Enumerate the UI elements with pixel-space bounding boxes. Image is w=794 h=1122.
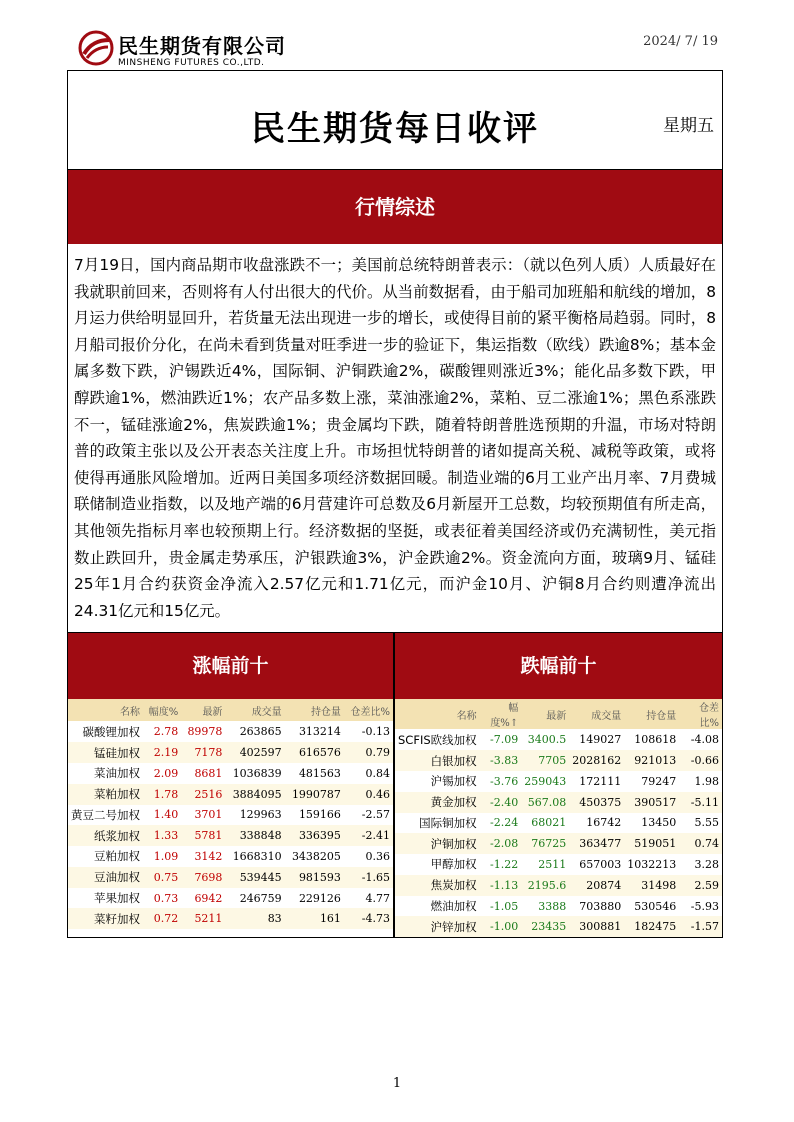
cell-price: 3400.5 [527, 733, 567, 747]
cell-oi-chg: 4.77 [365, 891, 390, 905]
table-row [68, 867, 393, 888]
cell-pct: 0.73 [153, 891, 179, 905]
cell-name: 国际铜加权 [419, 815, 477, 830]
cell-oi-chg: -1.57 [679, 916, 722, 937]
cell-pct: -2.24 [489, 816, 519, 830]
cell-name: 焦炭加权 [395, 875, 480, 896]
cell-pct: 1.09 [153, 849, 179, 863]
cell-pct: -1.22 [489, 857, 519, 871]
table-row [68, 742, 393, 763]
company-name-en: MINSHENG FUTURES CO.,LTD. [118, 58, 265, 68]
cell-oi: 159166 [298, 808, 341, 822]
cell-volume: 402597 [225, 742, 284, 763]
cell-name: 黄豆二号加权 [71, 807, 140, 822]
cell-volume: 363477 [569, 833, 624, 854]
cell-volume: 246759 [239, 891, 282, 905]
col-oi-chg: 仓差比% [679, 699, 722, 729]
cell-oi-chg: 3.28 [694, 857, 719, 871]
company-name-cn: 民生期货有限公司 [118, 34, 286, 58]
col-volume: 成交量 [569, 699, 624, 729]
cell-pct: -3.76 [489, 774, 519, 788]
table-row [395, 729, 722, 750]
losers-title: 跌幅前十 [395, 633, 722, 699]
cell-oi-chg: -1.65 [344, 867, 393, 888]
table-row [395, 854, 722, 875]
cell-price: 3701 [194, 808, 223, 822]
col-price: 最新 [521, 699, 569, 729]
market-summary: 7月19日，国内商品期市收盘涨跌不一；美国前总统特朗普表示：（就以色列人质）人质最好在我就职前回来，否则将有人付出很大的代价。从当前数据看，由于船司加班船和航线的增加，8月运力供给明显回升，若货量无法出现进一步的增长，或使得目前的紧平衡格局趋弱。同时，8月船司报价分化，在尚未看到货量对旺季进一步的验证下，集运指数（欧线）跌逾8%；基本金属多数下跌，沪锡跌近4%，国际铜、沪铜跌逾2%，碳酸锂则涨近3%；能化品多数下跌，甲醇跌逾1%，燃油跌近1%；农产品多数上涨，菜油涨逾2%，菜粕、豆二涨逾1%；黑色系涨跌不一，锰硅涨逾2%，焦炭跌逾1%；贵金属均下跌，随着特朗普胜选预期的升温，市场对特朗普的政策主张以及公开表态关注度上升。市场担忧特朗普的诸如提高关税、减税等政策，或将使得再通胀风险增加。近两日美国多项经济数据回暖。制造业端的6月工业产出月率、7月费城联储制造业指数，以及地产端的6月营建许可总数及6月新屋开工总数，均较预期值有所走高，其他领先指标月率也较预期上行。经济数据的坚挺，或表征着美国经济或仍充满韧性，美元指数止跌回升，贵金属走势承压，沪银跌逾3%，沪金跌逾2%。资金流向方面，玻璃9月、锰硅25年1月合约获资金净流入2.57亿元和1.71亿元，而沪金10月、沪铜8月合约则遭净流出24.31亿元和15亿元。 [68, 244, 722, 633]
cell-oi-chg: 0.84 [365, 766, 390, 780]
title-row [68, 71, 722, 170]
cell-volume: 263865 [239, 725, 282, 739]
cell-price: 259043 [524, 774, 567, 788]
cell-volume: 149027 [579, 733, 622, 747]
table-row [68, 888, 393, 909]
cell-oi: 390517 [624, 792, 679, 813]
cell-pct: 1.33 [143, 825, 181, 846]
losers-panel [395, 633, 722, 937]
cell-oi: 1990787 [285, 784, 344, 805]
cell-volume: 1036839 [232, 766, 282, 780]
cell-name: 豆粕加权 [94, 849, 140, 864]
cell-name: 苹果加权 [94, 891, 140, 906]
report-frame [67, 70, 723, 938]
cell-oi-chg: -2.41 [344, 825, 393, 846]
cell-oi: 1032213 [627, 857, 677, 871]
cell-name: 沪锌加权 [395, 916, 480, 937]
cell-name: 沪锡加权 [430, 774, 477, 789]
report-weekday: 星期五 [663, 116, 714, 136]
cell-price: 7698 [181, 867, 225, 888]
table-row [68, 846, 393, 867]
cell-oi: 31498 [624, 875, 679, 896]
table-row [68, 763, 393, 784]
cell-price: 2195.6 [521, 875, 569, 896]
table-row [68, 908, 393, 929]
cell-pct: -1.00 [480, 916, 522, 937]
cell-price: 567.08 [521, 792, 569, 813]
cell-volume: 172111 [579, 774, 622, 788]
table-row [395, 896, 722, 917]
cell-oi: 616576 [285, 742, 344, 763]
cell-oi: 79247 [641, 774, 677, 788]
cell-pct: 2.19 [143, 742, 181, 763]
cell-pct: -2.08 [480, 833, 522, 854]
cell-oi: 336395 [285, 825, 344, 846]
cell-oi-chg: -0.13 [361, 725, 390, 739]
table-row [395, 771, 722, 792]
cell-oi-chg: -4.73 [344, 908, 393, 929]
cell-volume: 450375 [569, 792, 624, 813]
section-banner: 行情综述 [68, 170, 722, 244]
cell-name: 纸浆加权 [68, 825, 143, 846]
cell-price: 68021 [531, 816, 567, 830]
table-row [68, 805, 393, 826]
cell-price: 2511 [538, 857, 567, 871]
cell-price: 6942 [194, 891, 223, 905]
col-pct: 幅度%↑ [480, 699, 522, 729]
cell-oi-chg: 0.36 [365, 849, 390, 863]
cell-name: 燃油加权 [430, 899, 477, 914]
cell-volume: 539445 [225, 867, 284, 888]
col-oi: 持仓量 [624, 699, 679, 729]
cell-pct: 1.78 [143, 784, 181, 805]
cell-oi-chg: -5.93 [690, 899, 719, 913]
cell-oi: 3438205 [291, 849, 341, 863]
cell-oi-chg: 0.74 [679, 833, 722, 854]
cell-pct: -3.83 [480, 750, 522, 771]
table-row [395, 750, 722, 771]
cell-price: 8681 [194, 766, 223, 780]
cell-volume: 300881 [569, 916, 624, 937]
cell-pct: -1.13 [480, 875, 522, 896]
cell-volume: 1668310 [232, 849, 282, 863]
cell-price: 3142 [194, 849, 223, 863]
cell-oi-chg: -5.11 [679, 792, 722, 813]
cell-oi-chg: 5.55 [694, 816, 719, 830]
cell-oi: 13450 [641, 816, 677, 830]
cell-price: 2516 [181, 784, 225, 805]
cell-price: 5781 [181, 825, 225, 846]
gainers-panel [68, 633, 395, 937]
table-row [395, 792, 722, 813]
cell-oi-chg: -4.08 [690, 733, 719, 747]
cell-oi: 229126 [298, 891, 341, 905]
col-oi: 持仓量 [285, 699, 344, 721]
cell-price: 5211 [181, 908, 225, 929]
cell-name: 豆油加权 [68, 867, 143, 888]
cell-oi: 313214 [298, 725, 341, 739]
gainers-title: 涨幅前十 [68, 633, 393, 699]
report-title: 民生期货每日收评 [251, 109, 539, 149]
table-row [68, 784, 393, 805]
cell-name: 黄金加权 [395, 792, 480, 813]
cell-pct: 2.78 [153, 725, 179, 739]
cell-price: 23435 [521, 916, 569, 937]
cell-name: 锰硅加权 [68, 742, 143, 763]
cell-price: 76725 [521, 833, 569, 854]
cell-pct: -2.40 [480, 792, 522, 813]
cell-volume: 3884095 [225, 784, 284, 805]
cell-price: 3388 [538, 899, 567, 913]
col-price: 最新 [181, 699, 225, 721]
gainers-header-row [68, 699, 393, 721]
cell-volume: 83 [225, 908, 284, 929]
cell-name: 菜油加权 [94, 766, 140, 781]
cell-oi-chg: -0.66 [679, 750, 722, 771]
cell-pct: 1.40 [153, 808, 179, 822]
cell-volume: 703880 [579, 899, 622, 913]
cell-oi-chg: 0.46 [344, 784, 393, 805]
cell-name: 菜籽加权 [68, 908, 143, 929]
cell-name: 碳酸锂加权 [82, 724, 140, 739]
cell-volume: 20874 [569, 875, 624, 896]
cell-oi: 981593 [285, 867, 344, 888]
page-number: 1 [392, 1076, 402, 1091]
cell-name: 甲醇加权 [430, 857, 477, 872]
table-row [68, 825, 393, 846]
cell-oi: 519051 [624, 833, 679, 854]
cell-name: 菜粕加权 [68, 784, 143, 805]
losers-header-row [395, 699, 722, 729]
report-date: 2024/ 7/ 19 [643, 34, 718, 49]
cell-oi: 161 [285, 908, 344, 929]
gainers-table [68, 699, 393, 929]
cell-volume: 129963 [239, 808, 282, 822]
cell-pct: -7.09 [489, 733, 519, 747]
company-logo [78, 28, 318, 74]
table-row [395, 916, 722, 937]
cell-volume: 2028162 [569, 750, 624, 771]
cell-pct: 0.72 [143, 908, 181, 929]
losers-table [395, 699, 722, 937]
cell-oi: 182475 [624, 916, 679, 937]
cell-name: 沪铜加权 [395, 833, 480, 854]
cell-volume: 16742 [586, 816, 622, 830]
col-oi-chg: 仓差比% [344, 699, 393, 721]
cell-price: 7178 [181, 742, 225, 763]
minsheng-logo-icon [78, 30, 114, 66]
cell-oi-chg: 0.79 [344, 742, 393, 763]
table-row [395, 875, 722, 896]
cell-volume: 338848 [225, 825, 284, 846]
table-row [395, 833, 722, 854]
cell-volume: 657003 [579, 857, 622, 871]
cell-oi-chg: 1.98 [694, 774, 719, 788]
cell-price: 7705 [521, 750, 569, 771]
cell-price: 89978 [187, 725, 223, 739]
cell-pct: -1.05 [489, 899, 519, 913]
col-volume: 成交量 [225, 699, 284, 721]
cell-pct: 2.09 [153, 766, 179, 780]
cell-pct: 0.75 [143, 867, 181, 888]
ranking-tables [68, 633, 722, 937]
cell-name: SCFIS欧线加权 [398, 732, 477, 747]
col-pct: 幅度% [143, 699, 181, 721]
cell-oi: 530546 [634, 899, 677, 913]
cell-oi: 481563 [298, 766, 341, 780]
cell-oi: 108618 [634, 733, 677, 747]
cell-oi-chg: 2.59 [679, 875, 722, 896]
cell-name: 白银加权 [395, 750, 480, 771]
cell-oi-chg: -2.57 [361, 808, 390, 822]
col-name: 名称 [395, 699, 480, 729]
col-name: 名称 [68, 699, 143, 721]
table-row [68, 721, 393, 742]
table-row [395, 813, 722, 834]
cell-oi: 921013 [624, 750, 679, 771]
